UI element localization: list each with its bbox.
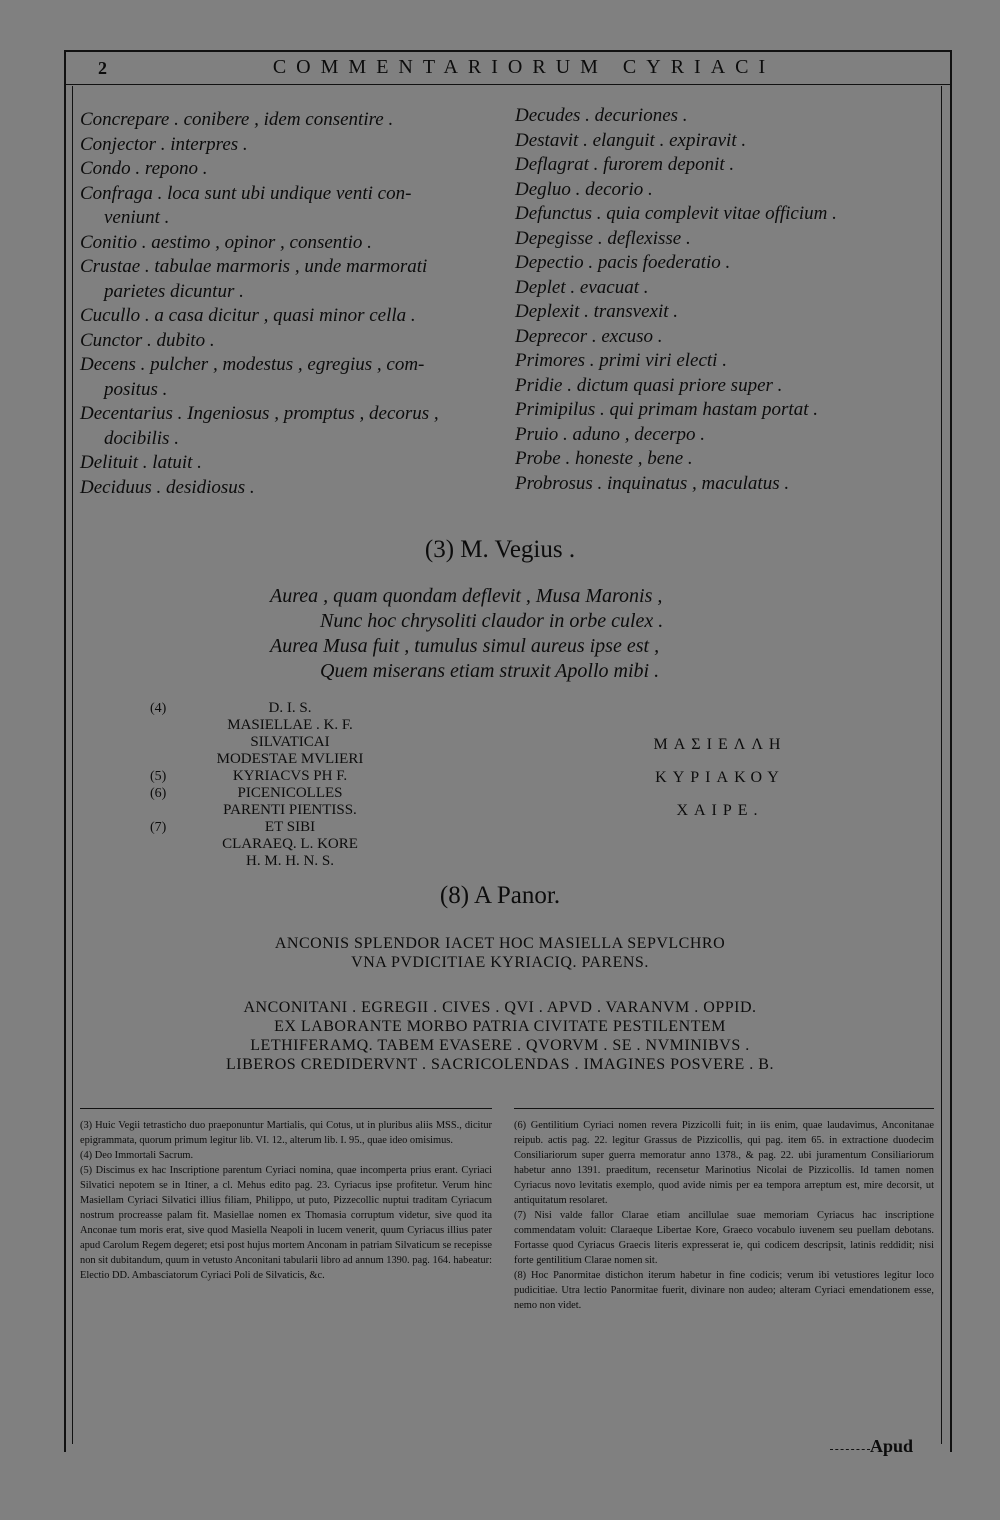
poem-line: Nunc hoc chrysoliti claudor in orbe culex .: [320, 610, 664, 632]
glossary-entry: Cucullo . a casa dicitur , quasi minor cella .: [80, 305, 416, 326]
inscription-line: H. M. H. N. S.: [246, 853, 334, 869]
glossary-entry: Concrepare . conibere , idem consentire .: [80, 109, 394, 130]
glossary-entry: Primipilus . qui primam hastam portat .: [515, 399, 818, 420]
page-header: [64, 56, 952, 84]
glossary-entry: Primores . primi viri electi .: [515, 350, 727, 371]
glossary-entry: Deflagrat . furorem deponit .: [515, 154, 735, 175]
footnote-marker: (6): [150, 786, 167, 801]
footnote: (3) Huic Vegii tetrasticho duo praeponuntur Martialis, qui Cotus, ut in pluribus aliis MSS., dicitur epigrammata, quorum primum legitur lib. VI. 12., alterum lib. I. 95., quae ideo omisimus.: [80, 1120, 492, 1146]
glossary-entry-continuation: docibilis .: [104, 427, 179, 449]
greek-inscription: [580, 728, 860, 827]
inscription-line: D. I. S.: [268, 700, 312, 716]
glossary-entry-continuation: parietes dicuntur .: [104, 280, 244, 302]
footnote: (8) Hoc Panormitae distichon iterum habetur in fine codicis; verum ibi vetustiores legitur loco pudicitiae. Utra lectio Panormitae fuerit, divinare non audeo; alteram Cyriaci emendationem esse, nemo non videt.: [514, 1270, 934, 1311]
footnote-marker: (5): [150, 769, 167, 784]
panormita-epitaph: [0, 934, 1000, 972]
footnote: (4) Deo Immortali Sacrum.: [80, 1150, 194, 1161]
footnotes-left-column: [80, 1118, 492, 1283]
glossary-entry: Degluo . decorio .: [515, 178, 653, 200]
glossary-entry: Condo . repono .: [80, 158, 208, 179]
catchword: Apud: [870, 1436, 914, 1456]
catchword-rule: [830, 1449, 870, 1450]
epitaph-line: ANCONIS SPLENDOR IACET HOC MASIELLA SEPVLCHRO: [274, 935, 726, 952]
inscription-line: CLARAEQ. L. KORE: [222, 836, 358, 852]
glossary-entry: Probe . honeste , bene .: [515, 448, 693, 469]
glossary-left-column: [80, 108, 490, 500]
greek-line: ΚΥΡΙΑΚΟΥ: [655, 769, 785, 786]
section-heading-vegius: (3) M. Vegius .: [424, 536, 576, 563]
footnote: (5) Discimus ex hac Inscriptione parentum Cyriaci nomina, quae incomperta prius erant. Cyriaci Silvatici nepotem se in Itiner, a cl. Mehus edito pag. 23. Cyriacus ipse profitetur. Verum hinc Masiellam Cyriaci Silvatici illius filiam, Philippo, ut puto, Pizzecollic nuptui traditam Cyriacum nostrum procreasse palam fit. Masiellae nomen ex Thomasia corruptum videtur, sive quod ita Anconae tum moris erat, sive quod Masiella Neapoli in lucem venerit, quum Cyriacus illius pater apud Carolum Regem degeret; etsi post hujus mortem Anconam in patriam Silvaticum se recepisse non sit dubitandum, quum in vetusto Anconitani tabularii libro ad annum 1390. pag. 164. habeatur: Electio DD. Ambasciatorum Cyriaci Poli de Silvaticis, &c.: [80, 1165, 492, 1281]
latin-inscription: [150, 700, 430, 870]
footnote-rule-right: [514, 1108, 934, 1109]
glossary-entry: Pruio . aduno , decerpo .: [515, 423, 705, 445]
footnotes-right-column: [514, 1118, 934, 1313]
inscription-line: LIBEROS CREDIDERVNT . SACRICOLENDAS . IMAGINES POSVERE . B.: [226, 1056, 774, 1073]
inscription-line: PARENTI PIENTISS.: [223, 802, 357, 818]
glossary-entry: Destavit . elanguit . expiravit .: [515, 129, 747, 151]
glossary-entry: Cunctor . dubito .: [80, 329, 215, 351]
footnote-marker: (7): [150, 820, 167, 835]
section-heading-panor: (8) A Panor.: [439, 882, 561, 909]
inscription-line: PICENICOLLES: [237, 785, 343, 801]
page-number: 2: [98, 58, 107, 78]
glossary-entry: Delituit . latuit .: [80, 452, 202, 473]
inscription-line: EX LABORANTE MORBO PATRIA CIVITATE PESTILENTEM: [274, 1018, 726, 1035]
poem-line: Quem miserans etiam struxit Apollo mibi .: [320, 660, 660, 682]
inscription-line: KYRIACVS PH F.: [232, 768, 348, 784]
glossary-entry: Defunctus . quia complevit vitae officium .: [515, 203, 837, 224]
header-rule: [64, 84, 952, 85]
glossary-entry: Conjector . interpres .: [80, 133, 248, 155]
glossary-right-column: [515, 104, 945, 496]
inscription-line: ANCONITANI . EGREGII . CIVES . QVI . APVD . VARANVM . OPPID.: [243, 999, 757, 1016]
glossary-entry: Decudes . decuriones .: [515, 105, 688, 126]
footnote-rule-left: [80, 1108, 492, 1109]
glossary-entry: Decentarius . Ingeniosus , promptus , decorus ,: [80, 403, 439, 424]
footnote: (6) Gentilitium Cyriaci nomen revera Pizzicolli fuit; in iis enim, quae laudavimus, Anconitanae reipub. actis pag. 22. legitur Grassus de Pizzicollis, qui pag. item 65. in extractione duodecim Consiliariorum super guerra memoratur anno 1378., & pag. 22. ubi juramentum Consiliariorum habetur anno 1391. praeditum, recensetur Marinotius Nicolai de Pizzicollis. Id tamen nomen Cyriacus novo levitatis exemplo, quod avide nimis per ea tempora arreptum est, mire decorsit, ut antiquitatum resolaret.: [514, 1120, 934, 1206]
glossary-entry: Decens . pulcher , modestus , egregius , com-: [80, 354, 425, 375]
glossary-entry: Pridie . dictum quasi priore super .: [515, 374, 783, 396]
inscription-line: MODESTAE MVLIERI: [216, 751, 364, 767]
glossary-entry-continuation: positus .: [104, 378, 168, 400]
glossary-entry: Deplexit . transvexit .: [515, 301, 679, 322]
glossary-entry: Crustae . tabulae marmoris , unde marmorati: [80, 256, 428, 277]
greek-line: ΜΑΣΙΕΛΛΗ: [653, 736, 787, 753]
inscription-line: ET SIBI: [264, 819, 316, 835]
glossary-entry: Probrosus . inquinatus , maculatus .: [515, 472, 790, 494]
vegius-poem: [240, 584, 800, 684]
anconitani-inscription: [0, 998, 1000, 1074]
greek-line: ΧΑΙΡΕ.: [676, 802, 764, 819]
glossary-entry: Depectio . pacis foederatio .: [515, 252, 731, 273]
footnote-marker: (4): [150, 701, 167, 716]
inscription-line: SILVATICAI: [250, 734, 330, 750]
running-title: COMMENTARIORUM CYRIACI: [272, 56, 776, 78]
glossary-entry: Deprecor . excuso .: [515, 325, 663, 347]
glossary-entry-continuation: veniunt .: [104, 207, 170, 228]
poem-line: Aurea Musa fuit , tumulus simul aureus ipse est ,: [270, 635, 660, 657]
epitaph-line: VNA PVDICITIAE KYRIACIQ. PARENS.: [351, 954, 649, 971]
glossary-entry: Confraga . loca sunt ubi undique venti con-: [80, 182, 412, 204]
glossary-entry: Deciduus . desidiosus .: [80, 476, 255, 498]
glossary-entry: Conitio . aestimo , opinor , consentio .: [80, 231, 372, 253]
inscription-line: LETHIFERAMQ. TABEM EVASERE . QVORVM . SE . NVMINIBVS .: [250, 1037, 750, 1054]
footnote: (7) Nisi valde fallor Clarae etiam ancillulae suae memoriam Cyriacus hac inscriptione commendatam voluit: Claraeque Libertae Kore, Graeco vocabulo iuvenem seu puellam debotans. Fortasse quod Cyriacus Graecis literis expresserat ie, qui codicem descripsit, latinis reddidit; nisi forte gentilitium Clarae nomen sit.: [514, 1210, 934, 1266]
glossary-entry: Depegisse . deflexisse .: [515, 227, 691, 249]
glossary-entry: Deplet . evacuat .: [515, 276, 649, 298]
poem-line: Aurea , quam quondam deflevit , Musa Maronis ,: [270, 585, 663, 607]
inscription-line: MASIELLAE . K. F.: [227, 717, 353, 733]
